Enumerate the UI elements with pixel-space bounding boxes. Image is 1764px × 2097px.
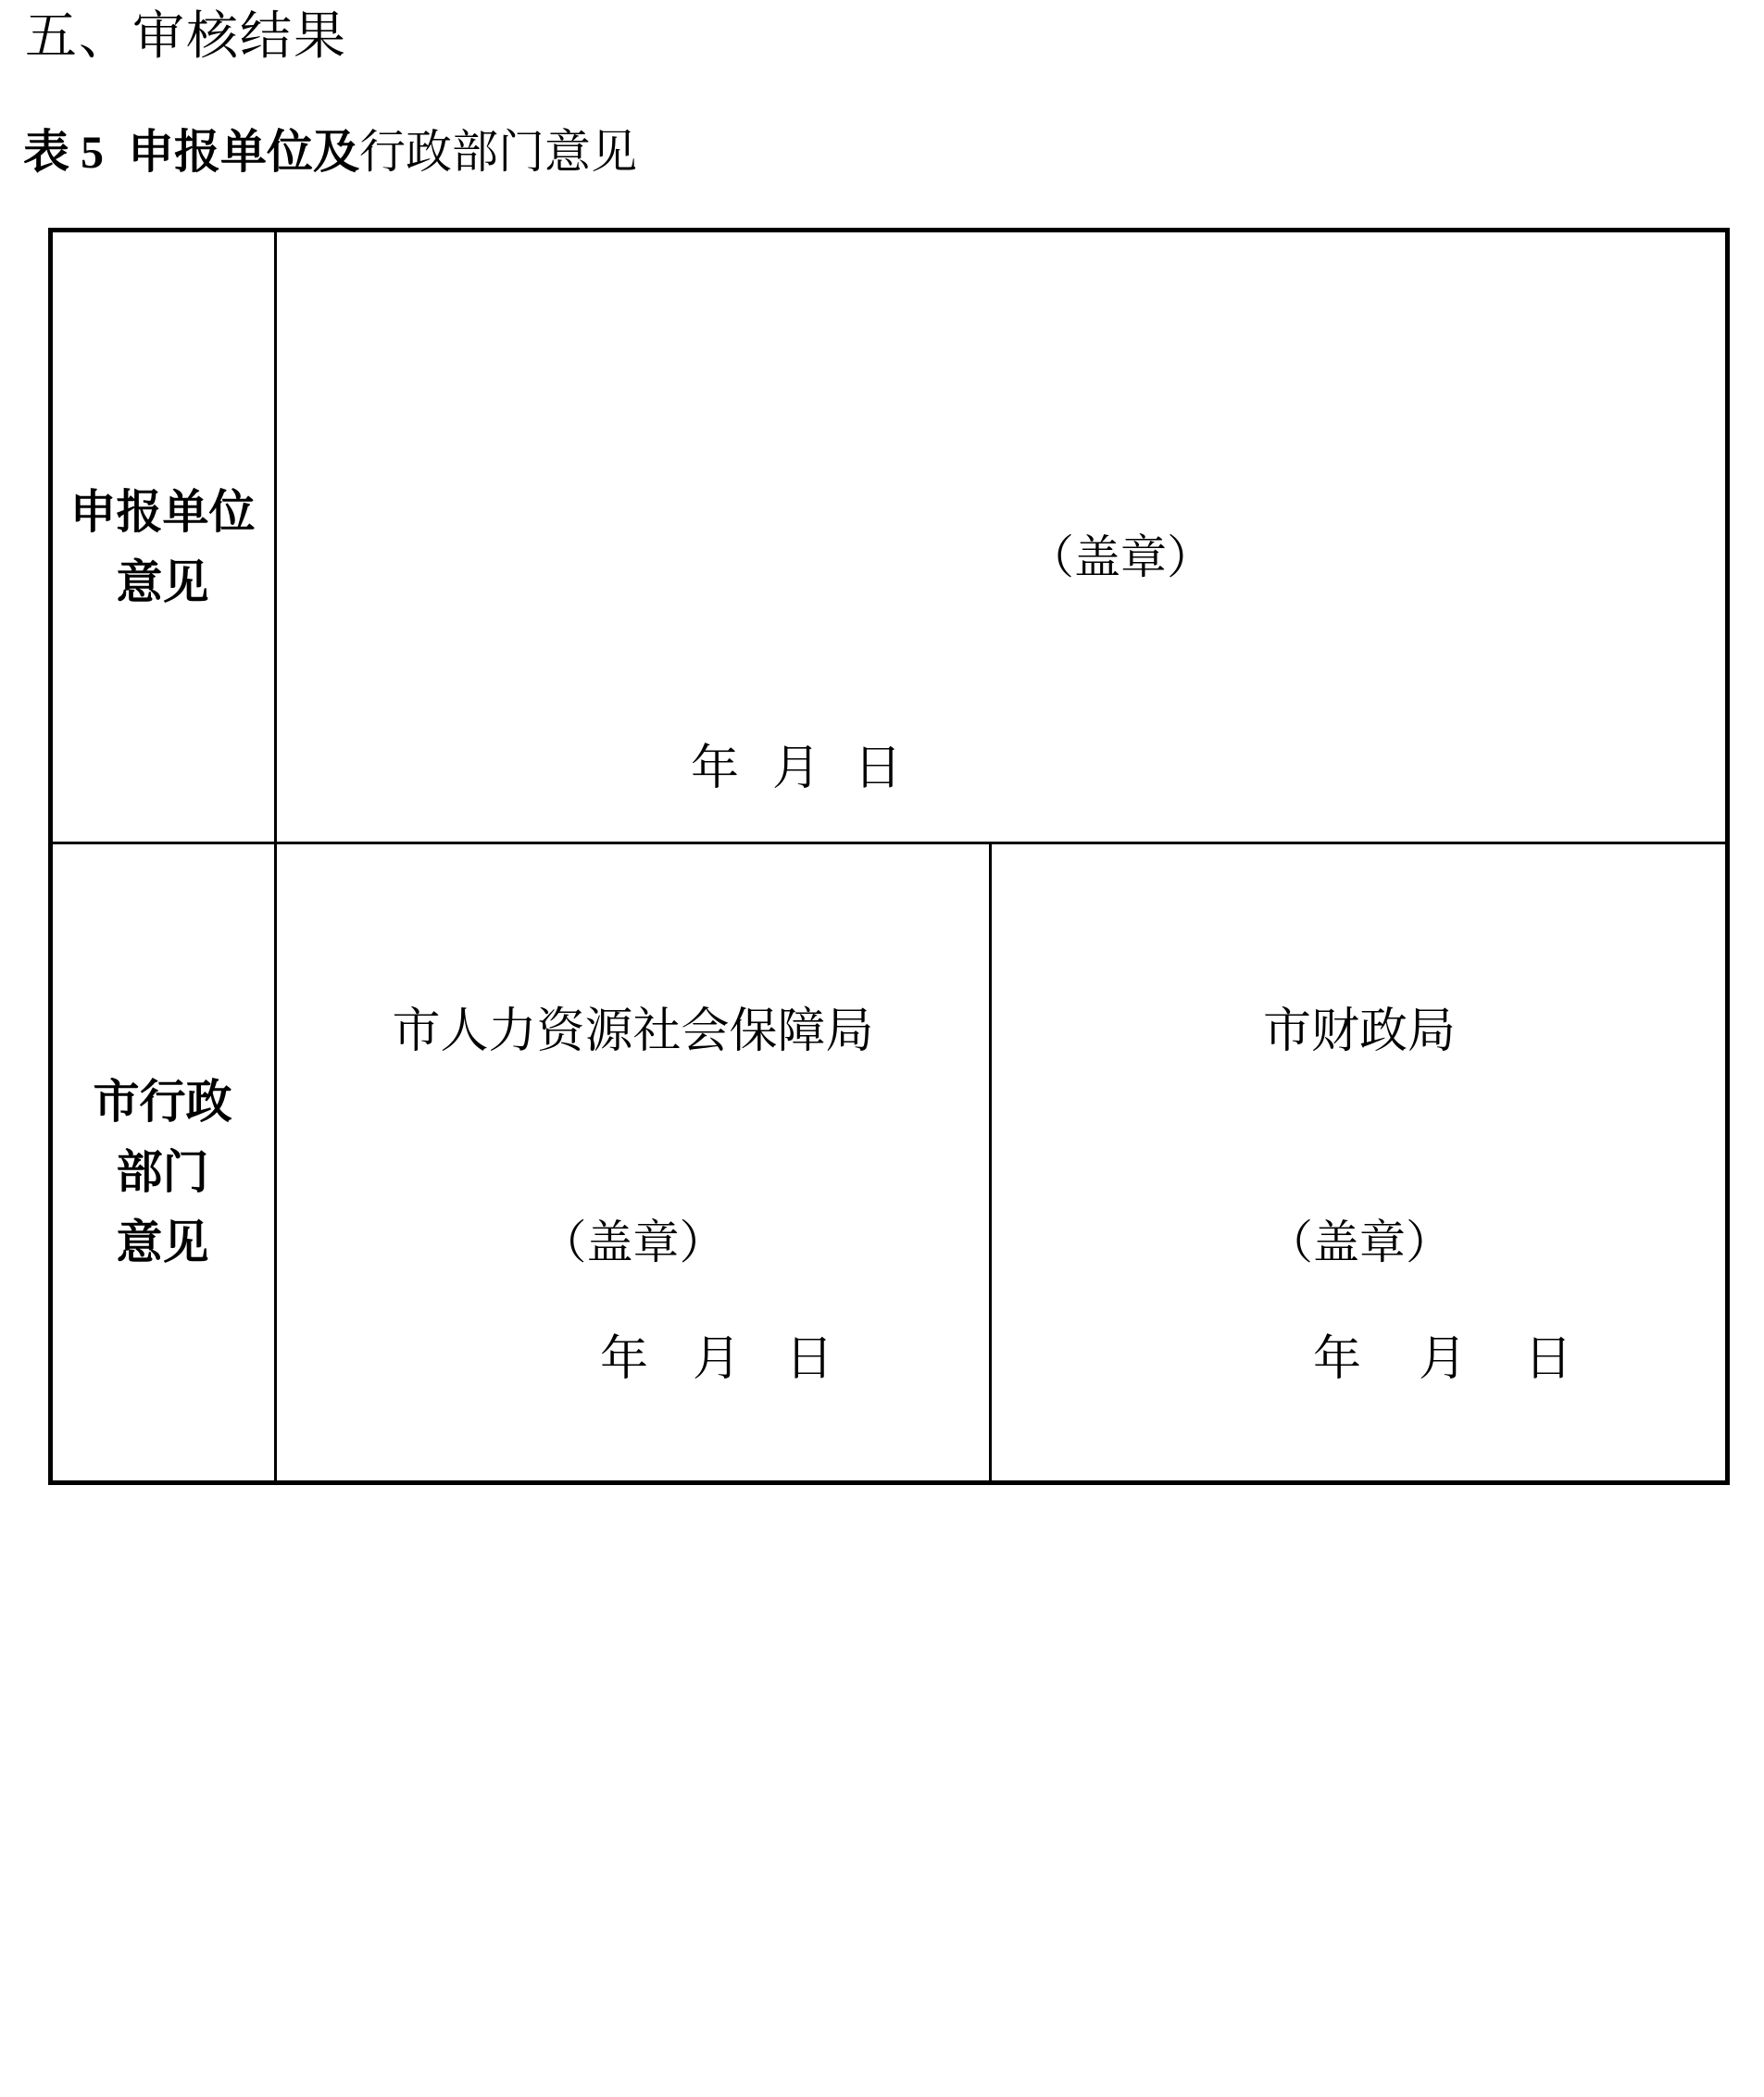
admin-label-line3: 意见 bbox=[116, 1216, 209, 1269]
department-stamp-finance: （盖章） bbox=[1267, 1216, 1452, 1269]
admin-label-line1: 市行政 bbox=[93, 1075, 232, 1129]
finance-date-month: 月 bbox=[1419, 1331, 1468, 1387]
finance-date-day: 日 bbox=[1524, 1331, 1573, 1387]
applicant-date-year: 年 bbox=[691, 741, 740, 796]
table-divider-horizontal bbox=[277, 842, 1727, 844]
applicant-date bbox=[691, 741, 902, 796]
table-caption-prefix: 表 bbox=[23, 125, 69, 179]
department-date-hr bbox=[600, 1331, 833, 1387]
table-caption-bold-part: 申报单位及 bbox=[128, 125, 359, 179]
table-caption bbox=[23, 119, 637, 185]
admin-label-line2: 部门 bbox=[116, 1145, 209, 1199]
applicant-label-line2: 意见 bbox=[116, 555, 209, 609]
finance-date-year: 年 bbox=[1313, 1331, 1362, 1387]
table-divider-vertical bbox=[274, 231, 277, 1482]
admin-opinion-label bbox=[51, 1067, 274, 1278]
table-divider-horizontal-left bbox=[51, 842, 274, 844]
department-name-hr: 市人力资源社会保障局 bbox=[392, 1004, 874, 1059]
applicant-opinion-label bbox=[51, 477, 274, 618]
table-caption-number: 5 bbox=[81, 126, 104, 178]
applicant-date-day: 日 bbox=[854, 741, 903, 796]
applicant-date-month: 月 bbox=[772, 741, 821, 796]
table-divider-department bbox=[989, 844, 992, 1482]
hr-date-year: 年 bbox=[600, 1331, 649, 1387]
department-name-finance: 市财政局 bbox=[1262, 1004, 1456, 1059]
department-stamp-hr: （盖章） bbox=[540, 1216, 726, 1269]
applicant-label-line1: 申报单位 bbox=[69, 485, 256, 539]
opinion-table bbox=[48, 228, 1730, 1485]
table-caption-normal-part: 行政部门意见 bbox=[359, 125, 637, 179]
applicant-stamp: （盖章） bbox=[1028, 530, 1213, 584]
department-date-finance bbox=[1313, 1331, 1572, 1387]
section-heading: 五、审核结果 bbox=[25, 6, 347, 67]
hr-date-month: 月 bbox=[693, 1331, 742, 1387]
hr-date-day: 日 bbox=[785, 1331, 834, 1387]
